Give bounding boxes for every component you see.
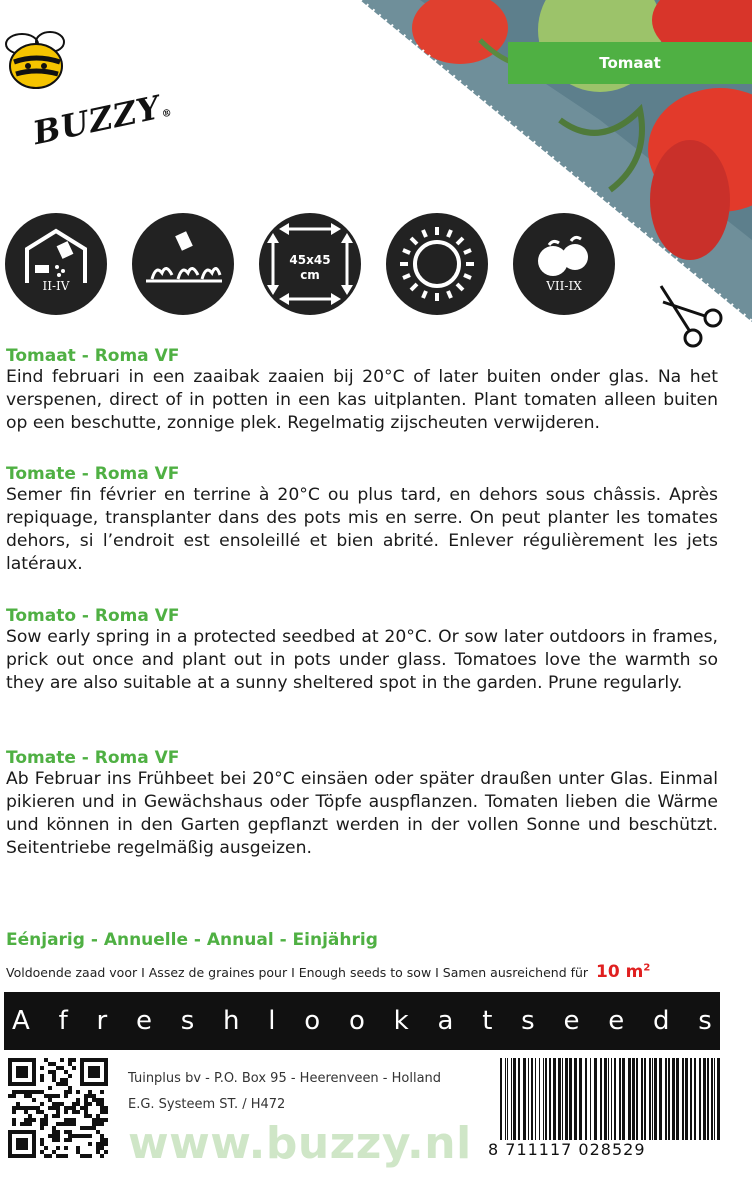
slogan-char: o (348, 1006, 365, 1036)
variety-banner: Tomaat (508, 42, 752, 84)
slogan-text (4, 1006, 720, 1036)
icon-label: VII-IX (546, 279, 582, 293)
logo-wordmark: BUZZY® (29, 88, 174, 153)
section-nl (6, 346, 718, 435)
slogan-char: r (96, 1006, 108, 1036)
slogan-char: s (180, 1006, 195, 1036)
address-line1: Tuinplus bv - P.O. Box 95 - Heerenveen - Holland (128, 1071, 442, 1086)
address-block (128, 1066, 441, 1118)
section-body: Ab Februar ins Frühbeet bei 20°C einsäen oder später draußen unter Glas. Einmal pikieren und in Gewächshaus oder Töpfe auspflanzen. Tomaten lieben die Wärme und können in den Garten gepflanzt werden in der vollen Sonne und beschützt. Seitentriebe regelmäßig ausgeizen. (6, 769, 718, 858)
section-title: Tomaat - Roma VF (6, 346, 180, 366)
slogan-char: e (135, 1006, 152, 1036)
section-title: Tomate - Roma VF (6, 748, 180, 768)
harvest-icon (510, 210, 618, 318)
website-url: www.buzzy.nl (128, 1118, 472, 1169)
slogan-bar (4, 992, 720, 1050)
sow-info (6, 962, 650, 982)
qr-code (8, 1058, 108, 1158)
spacing-icon (256, 210, 364, 318)
planting-out-icon (129, 210, 237, 318)
slogan-char: t (482, 1006, 493, 1036)
slogan-char: s (521, 1006, 535, 1036)
section-body: Semer fin février en terrine à 20°C ou plus tard, en dehors sous châssis. Après repiquage, transplanter dans des pots mis en serre. On peut planter les tomates dehors, si l’endroit est ensoleillé et bien abrité. Enlever régulièrement les jets latéraux. (6, 485, 718, 574)
slogan-char: e (563, 1006, 580, 1036)
slogan-char: e (608, 1006, 625, 1036)
section-title: Tomate - Roma VF (6, 464, 180, 484)
address-line2: E.G. Systeem ST. / H472 (128, 1097, 286, 1112)
barcode-digits: 8 711117 028529 (488, 1140, 724, 1159)
section-body: Eind februari in een zaaibak zaaien bij 20°C of later buiten onder glas. Na het verspenen, direct of in potten in een kas uitplanten. Plant tomaten alleen buiten op een beschutte, zonnige plek. Regelmatig zijscheuten verwijderen. (6, 367, 718, 433)
section-en (6, 606, 718, 695)
slogan-char: l (268, 1006, 276, 1036)
icon-label: II-IV (42, 279, 70, 293)
section-title: Tomato - Roma VF (6, 606, 180, 626)
slogan-char: o (304, 1006, 321, 1036)
slogan-char: s (698, 1006, 712, 1036)
spacing-label: 45x45 cm (289, 253, 331, 282)
slogan-char: d (653, 1006, 670, 1036)
section-body: Sow early spring in a protected seedbed at 20°C. Or sow later outdoors in frames, prick out once and plant out in pots under glass. Tomatoes love the warmth so they are also suitable at a sunny sheltered spot in the garden. Prune regularly. (6, 627, 718, 693)
scissors-icon (655, 282, 725, 348)
greenhouse-sowing-icon (2, 210, 110, 318)
slogan-char: A (12, 1006, 30, 1036)
slogan-char: h (223, 1006, 240, 1036)
sow-info-text: Voldoende zaad voor I Assez de graines pour I Enough seeds to sow I Samen ausreichend für (6, 965, 589, 980)
cultivation-icons (0, 210, 752, 320)
bee-icon (2, 28, 82, 98)
section-fr (6, 464, 718, 576)
slogan-char: a (437, 1006, 454, 1036)
sun-icon (383, 210, 491, 318)
buzzy-logo (2, 28, 174, 153)
section-de (6, 748, 718, 860)
annual-label: Eénjarig - Annuelle - Annual - Einjährig (6, 930, 378, 950)
sow-amount: 10 $m^2$ (596, 962, 651, 982)
slogan-char: k (393, 1006, 409, 1036)
slogan-char: f (58, 1006, 68, 1036)
